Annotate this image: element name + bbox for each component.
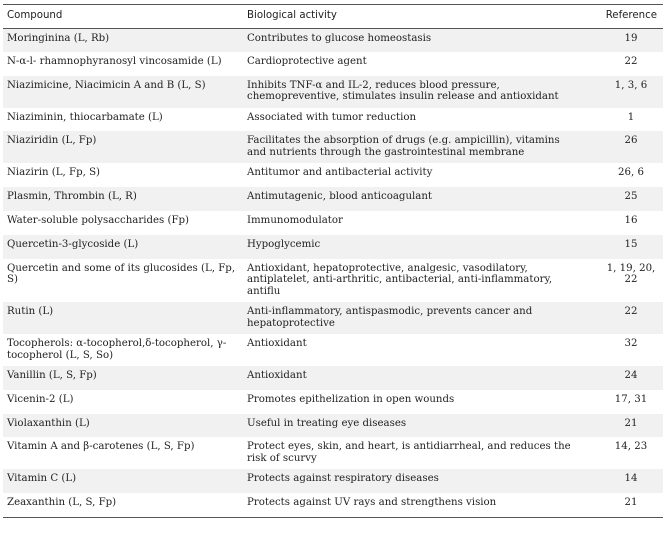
table-body bbox=[3, 28, 663, 517]
table-row bbox=[3, 414, 663, 438]
compounds-table bbox=[3, 4, 663, 518]
table-row bbox=[3, 334, 663, 366]
activity-cell: Antioxidant bbox=[243, 334, 581, 366]
compound-cell: Zeaxanthin (L, S, Fp) bbox=[3, 493, 243, 517]
compound-cell: Violaxanthin (L) bbox=[3, 414, 243, 438]
compound-cell: N-α-l- rhamnophyranosyl vincosamide (L) bbox=[3, 52, 243, 76]
reference-cell: 17, 31 bbox=[581, 390, 663, 414]
activity-cell: Associated with tumor reduction bbox=[243, 108, 581, 132]
reference-cell: 19 bbox=[581, 28, 663, 52]
header-reference: Reference bbox=[581, 5, 663, 29]
reference-cell: 21 bbox=[581, 414, 663, 438]
reference-cell: 1 bbox=[581, 108, 663, 132]
activity-cell: Protect eyes, skin, and heart, is antidiarrheal, and reduces the risk of scurvy bbox=[243, 437, 581, 469]
header-row bbox=[3, 5, 663, 29]
table-row bbox=[3, 437, 663, 469]
reference-cell: 32 bbox=[581, 334, 663, 366]
reference-cell: 21 bbox=[581, 493, 663, 517]
compound-cell: Niazirin (L, Fp, S) bbox=[3, 163, 243, 187]
activity-cell: Useful in treating eye diseases bbox=[243, 414, 581, 438]
compound-cell: Plasmin, Thrombin (L, R) bbox=[3, 187, 243, 211]
activity-cell: Inhibits TNF-α and IL-2, reduces blood pressure, chemopreventive, stimulates insulin release and antioxidant bbox=[243, 76, 581, 108]
activity-cell: Promotes epithelization in open wounds bbox=[243, 390, 581, 414]
compound-cell: Vanillin (L, S, Fp) bbox=[3, 366, 243, 390]
compound-cell: Vitamin A and β-carotenes (L, S, Fp) bbox=[3, 437, 243, 469]
table-row bbox=[3, 28, 663, 52]
compound-cell: Quercetin and some of its glucosides (L, Fp, S) bbox=[3, 259, 243, 303]
table-row bbox=[3, 302, 663, 334]
table-row bbox=[3, 52, 663, 76]
reference-cell: 16 bbox=[581, 211, 663, 235]
activity-cell: Protects against respiratory diseases bbox=[243, 469, 581, 493]
table-row bbox=[3, 259, 663, 303]
compound-cell: Vitamin C (L) bbox=[3, 469, 243, 493]
header-compound: Compound bbox=[3, 5, 243, 29]
reference-cell: 15 bbox=[581, 235, 663, 259]
activity-cell: Protects against UV rays and strengthens vision bbox=[243, 493, 581, 517]
compound-cell: Tocopherols: α-tocopherol,δ-tocopherol, γ-tocopherol (L, S, So) bbox=[3, 334, 243, 366]
activity-cell: Antioxidant bbox=[243, 366, 581, 390]
activity-cell: Antitumor and antibacterial activity bbox=[243, 163, 581, 187]
reference-cell: 14 bbox=[581, 469, 663, 493]
reference-cell: 26 bbox=[581, 131, 663, 163]
table-row bbox=[3, 390, 663, 414]
table-header bbox=[3, 5, 663, 29]
activity-cell: Cardioprotective agent bbox=[243, 52, 581, 76]
reference-cell: 24 bbox=[581, 366, 663, 390]
reference-cell: 22 bbox=[581, 302, 663, 334]
activity-cell: Facilitates the absorption of drugs (e.g. ampicillin), vitamins and nutrients through the gastrointestinal membrane bbox=[243, 131, 581, 163]
activity-cell: Antimutagenic, blood anticoagulant bbox=[243, 187, 581, 211]
table-row bbox=[3, 76, 663, 108]
table-row bbox=[3, 108, 663, 132]
compound-cell: Quercetin-3-glycoside (L) bbox=[3, 235, 243, 259]
compound-cell: Moringinina (L, Rb) bbox=[3, 28, 243, 52]
reference-cell: 26, 6 bbox=[581, 163, 663, 187]
table-row bbox=[3, 235, 663, 259]
reference-cell: 25 bbox=[581, 187, 663, 211]
activity-cell: Anti-inflammatory, antispasmodic, prevents cancer and hepatoprotective bbox=[243, 302, 581, 334]
compound-cell: Niaziridin (L, Fp) bbox=[3, 131, 243, 163]
table-row bbox=[3, 131, 663, 163]
table-row bbox=[3, 163, 663, 187]
reference-cell: 14, 23 bbox=[581, 437, 663, 469]
compound-cell: Water-soluble polysaccharides (Fp) bbox=[3, 211, 243, 235]
table-row bbox=[3, 187, 663, 211]
compound-cell: Niaziminin, thiocarbamate (L) bbox=[3, 108, 243, 132]
reference-cell: 22 bbox=[581, 52, 663, 76]
activity-cell: Contributes to glucose homeostasis bbox=[243, 28, 581, 52]
compound-cell: Rutin (L) bbox=[3, 302, 243, 334]
reference-cell: 1, 3, 6 bbox=[581, 76, 663, 108]
table-row bbox=[3, 366, 663, 390]
compound-cell: Vicenin-2 (L) bbox=[3, 390, 243, 414]
activity-cell: Hypoglycemic bbox=[243, 235, 581, 259]
activity-cell: Immunomodulator bbox=[243, 211, 581, 235]
table-row bbox=[3, 493, 663, 517]
header-activity: Biological activity bbox=[243, 5, 581, 29]
table-row bbox=[3, 211, 663, 235]
reference-cell: 1, 19, 20, 22 bbox=[581, 259, 663, 303]
compound-cell: Niazimicine, Niacimicin A and B (L, S) bbox=[3, 76, 243, 108]
activity-cell: Antioxidant, hepatoprotective, analgesic, vasodilatory, antiplatelet, anti-arthritic, antibacterial, anti-inflammatory, antiflu bbox=[243, 259, 581, 303]
table-row bbox=[3, 469, 663, 493]
